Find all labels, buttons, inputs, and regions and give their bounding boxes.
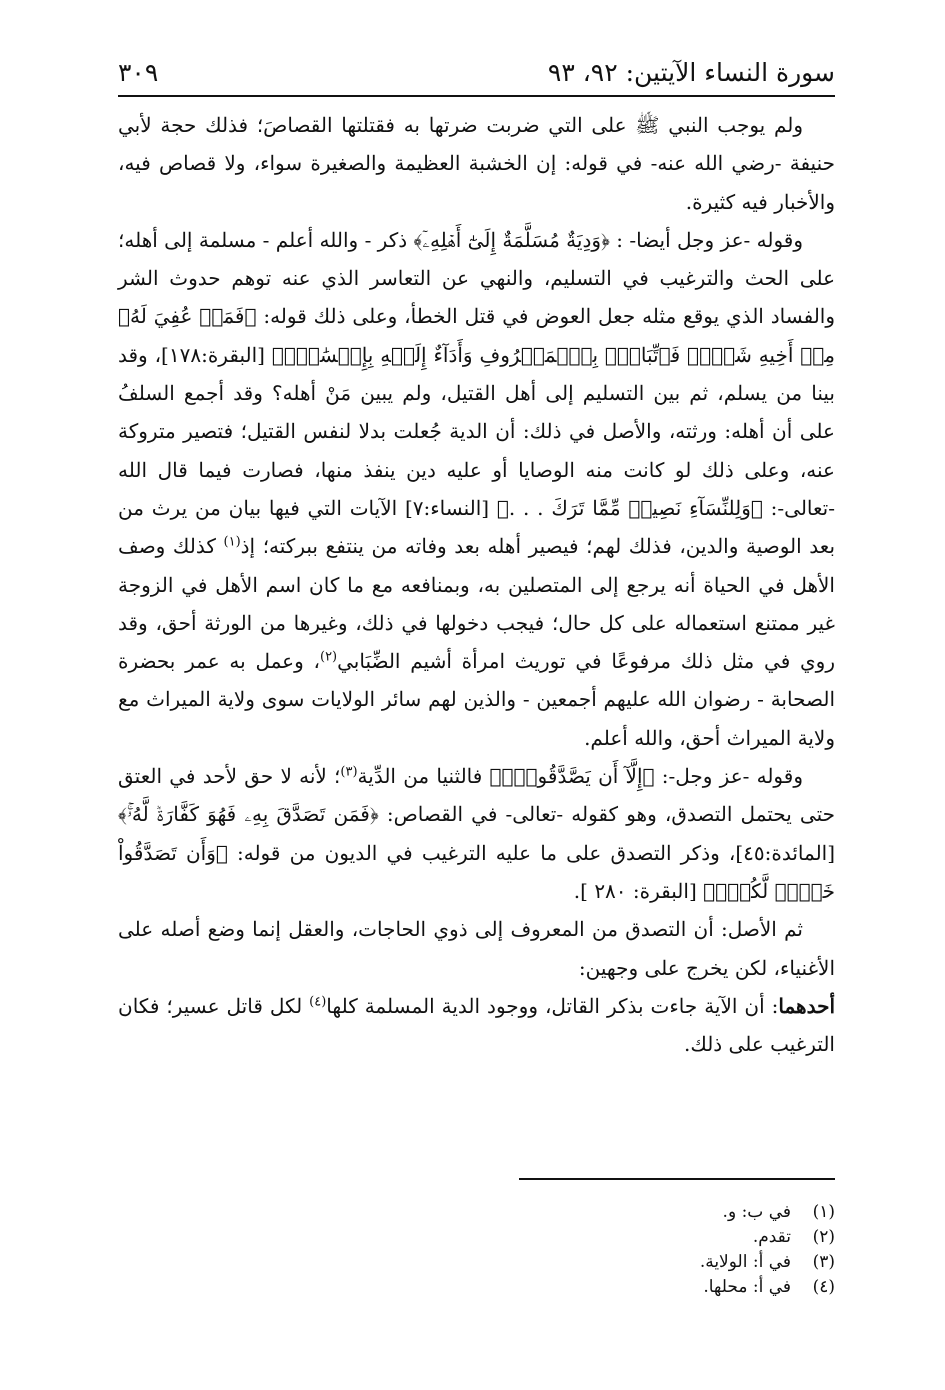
footnote-text: في أ: الولاية. <box>699 1252 791 1272</box>
footnotes <box>435 1200 835 1300</box>
footnote-ref: (٢) <box>319 649 338 665</box>
point-label: أحدهما <box>778 993 836 1018</box>
surah-title: سورة النساء الآيتين: ٩٢، ٩٣ <box>547 58 835 87</box>
footnote-item <box>435 1275 835 1300</box>
quran-verse: ﴿فَمَن تَصَدَّقَ بِهِۦ فَهُوَ كَفَّارَةٞ لَّهُۥۚ﴾ <box>118 802 379 827</box>
paragraph-2: وقوله -عز وجل أيضا- : ﴿وَدِيَةٌ مُسَلَّمَةٌ إِلَىٰٓ أَهۡلِهِۦٓ﴾ ذكر - والله أعلم - مسلمة إلى أهله؛ على الحث والترغيب في التسليم، والنهي عن التعاسر الذي عنه توهم حدوث الشر والفساد الذي يوقع مثله جعل العوض في قتل الخطأ، وعلى ذلك قوله: ﴿فَمَنۡ عُفِيَ لَهُۥ مِنۡ أَخِيهِ شَيۡءٞ فَٱتِّبَاعُۢ بِٱلۡمَعۡرُوفِ وَأَدَآءٌ إِلَيۡهِ بِإِحۡسَٰنٖۗ﴾ [البقرة:١٧٨]، وقد بينا من يسلم، ثم بين التسليم إلى أهل القتيل، ولم يبين مَنْ أهله؟ وقد أجمع السلفُ على أن أهله: ورثته، والأصل في ذلك: أن الدية جُعلت بدلا لنفس القتيل؛ فتصير متروكة عنه، وعلى ذلك لو كانت منه الوصايا أو عليه دين ينفذ منها، فصارت فيما قال الله -تعالى-: ﴿وَلِلنِّسَآءِ نَصِيبٞ مِّمَّا تَرَكَ . . .﴾ [النساء:٧] الآيات التي فيها بيان من يرث من بعد الوصية والدين، فذلك لهم؛ فيصير أهله بعد وفاته من ينتفع ببركته؛ إذ$^{(١)}$ كذلك وصف الأهل في الحياة أنه يرجع إلى المتصلين به، وبمنافعه مع ما كان اسم الأهل في الزوجة غير ممتنع استعماله على كل حال؛ فيجب دخولها في ذلك، وغيرها من الورثة أحق، وقد روي في مثل ذلك مرفوعًا في توريث امرأة أشيم الضِّبَابي$^{(٢)}$، وعمل به عمر بحضرة الصحابة - رضوان الله عليهم أجمعين - والذين لهم سائر الولايات سوى ولاية الميراث مع ولاية الميراث أحق، والله أعلم. <box>118 227 836 750</box>
paragraph-5: أحدهما: أن الآية جاءت بذكر القاتل، ووجود الدية المسلمة كلها$^{(٤)}$ لكل قاتل عسير؛ فكان الترغيب على ذلك. <box>118 993 836 1057</box>
quran-verse: ﴿وَلِلنِّسَآءِ نَصِيبٞ مِّمَّا تَرَكَ . . .﴾ <box>496 495 763 520</box>
footnote-item <box>435 1225 835 1250</box>
paragraph-1: ولم يوجب النبي ﷺ على التي ضربت ضرتها به فقتلتها القصاصَ؛ فذلك حجة لأبي حنيفة -رضي الله عنه- في قوله: إن الخشبة العظيمة والصغيرة سواء، ولا قصاص فيه، والأخبار فيه كثيرة. <box>118 113 835 214</box>
footnote-text: في ب: و. <box>722 1202 791 1222</box>
footnote-text: في أ: محلها. <box>703 1277 791 1297</box>
footnote-ref: (٤) <box>309 994 327 1010</box>
footnote-item <box>435 1250 835 1275</box>
quran-verse: ﴿فَمَنۡ عُفِيَ لَهُۥ مِنۡ أَخِيهِ شَيۡءٞ فَٱتِّبَاعُۢ بِٱلۡمَعۡرُوفِ وَأَدَآءٌ إِلَيۡهِ بِإِحۡسَٰنٖۗ﴾ <box>118 304 835 367</box>
main-text <box>118 106 835 1063</box>
quran-verse: ﴿وَأَن تَصَدَّقُواْ خَيۡرٞ لَّكُمۡۖ﴾ <box>118 840 835 903</box>
quran-verse: ﴿إِلَّآ أَن يَصَّدَّقُواْۚ﴾ <box>489 764 655 789</box>
paragraph-3: وقوله -عز وجل-: ﴿إِلَّآ أَن يَصَّدَّقُواْۚ﴾ فالثنيا من الدِّية$^{(٣)}$؛ لأنه لا حق لأحد في العتق حتى يحتمل التصدق، وهو كقوله -تعالى- في القصاص: ﴿فَمَن تَصَدَّقَ بِهِۦ فَهُوَ كَفَّارَةٞ لَّهُۥۚ﴾ [المائدة:٤٥]، وذكر التصدق على ما عليه الترغيب في الديون من قوله: ﴿وَأَن تَصَدَّقُواْ خَيۡرٞ لَّكُمۡۖ﴾ [البقرة: ٢٨٠ ]. <box>118 764 836 903</box>
paragraph-4: ثم الأصل: أن التصدق من المعروف إلى ذوي الحاجات، والعقل إنما وضع أصله على الأغنياء، لكن يخرج على وجهين: <box>118 917 835 980</box>
footnote-divider <box>519 1178 835 1180</box>
quran-verse: ﴿وَدِيَةٌ مُسَلَّمَةٌ إِلَىٰٓ أَهۡلِهِۦٓ﴾ <box>413 227 610 252</box>
page-number: ٣٠٩ <box>118 58 159 87</box>
footnote-number: (٤) <box>812 1277 835 1297</box>
page-header <box>118 54 835 94</box>
footnote-ref: (٣) <box>340 764 358 780</box>
footnote-text: تقدم. <box>752 1227 791 1247</box>
footnote-item <box>435 1200 835 1225</box>
footnote-number: (٣) <box>812 1252 835 1272</box>
header-divider <box>118 95 835 97</box>
footnote-ref: (١) <box>223 534 241 550</box>
footnote-number: (١) <box>812 1202 835 1222</box>
footnote-number: (٢) <box>812 1227 835 1247</box>
